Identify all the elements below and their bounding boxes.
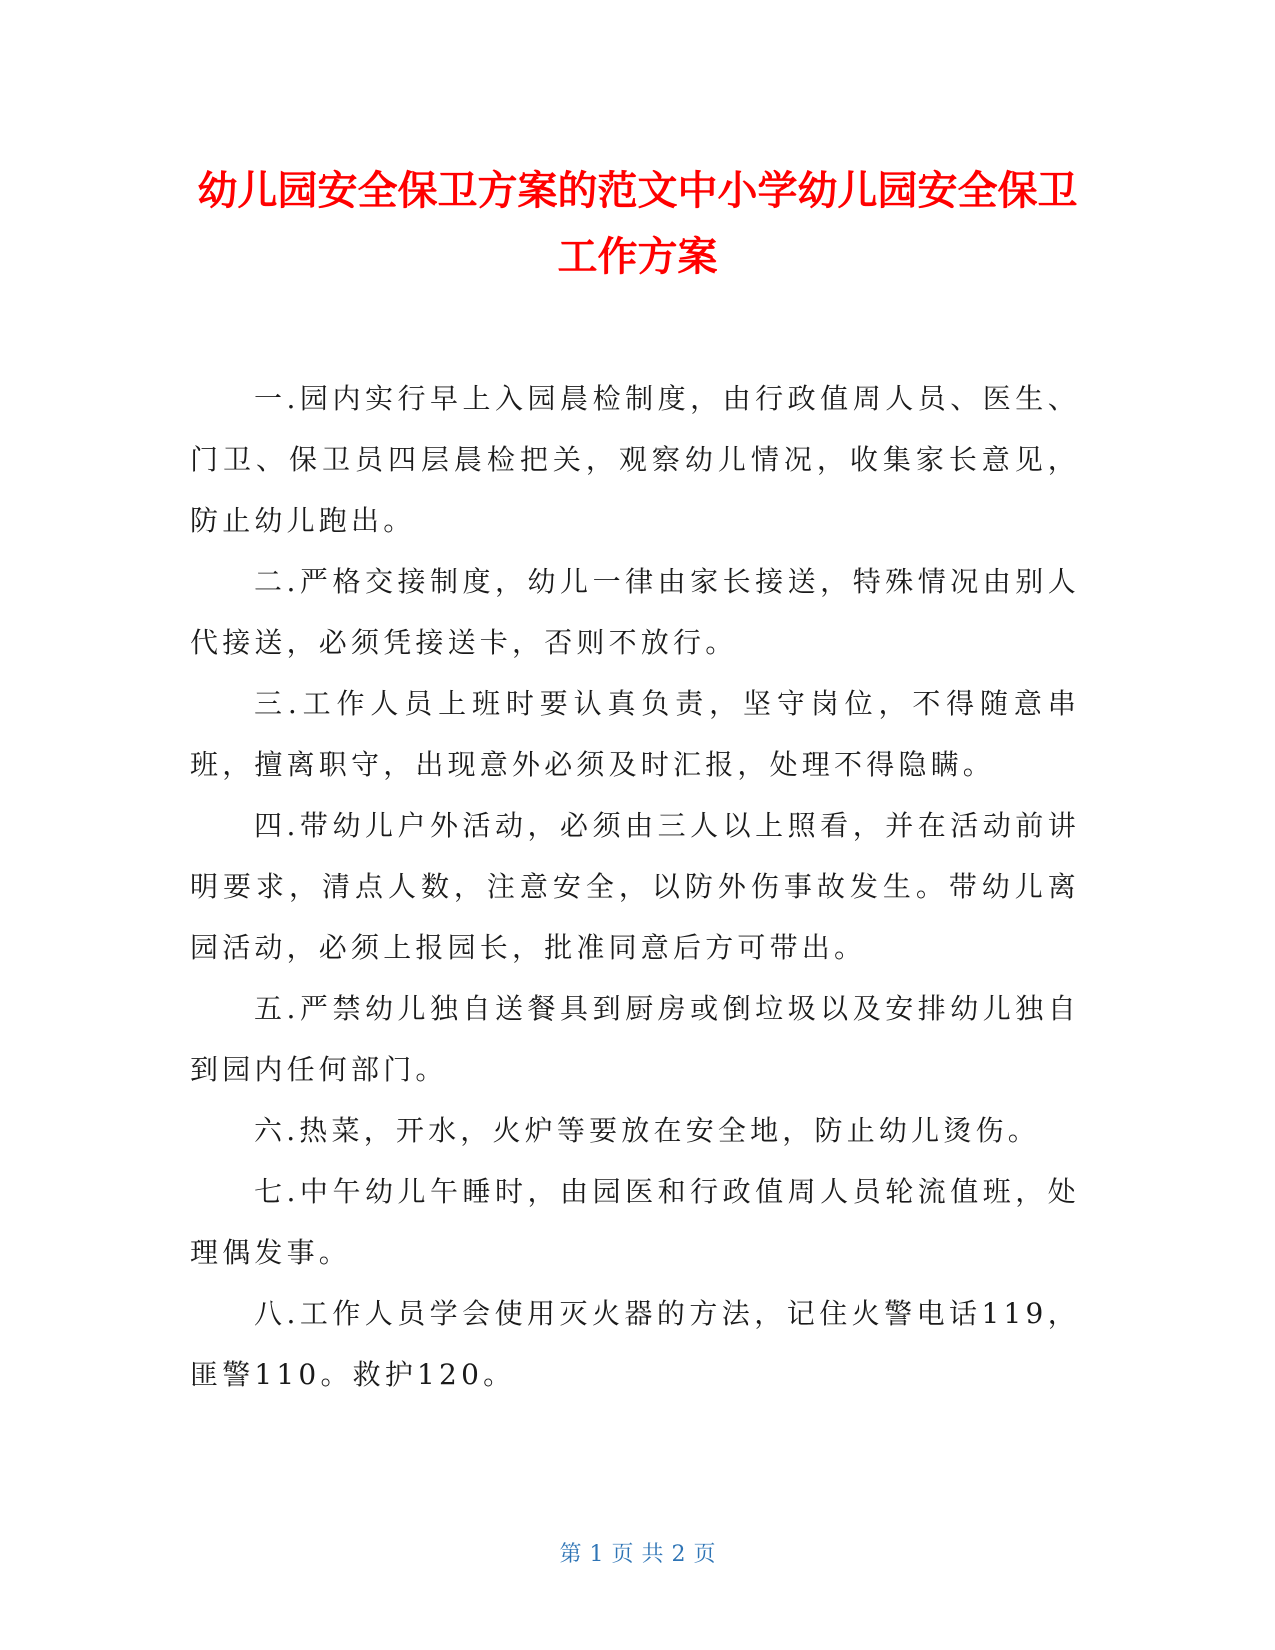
document-body [190,368,1080,1405]
footer-prefix: 第 [559,1542,582,1567]
paragraph-2: 二.严格交接制度，幼儿一律由家长接送，特殊情况由别人代接送，必须凭接送卡，否则不放行。 [190,565,1080,659]
paragraph-5: 五.严禁幼儿独自送餐具到厨房或倒垃圾以及安排幼儿独自到园内任何部门。 [190,992,1080,1086]
footer-current-page: 1 [589,1542,604,1567]
paragraph-4: 四.带幼儿户外活动，必须由三人以上照看，并在活动前讲明要求，清点人数，注意安全，以防外伤事故发生。带幼儿离园活动，必须上报园长，批准同意后方可带出。 [190,809,1080,964]
footer-total-pages: 2 [671,1542,686,1567]
footer-page-word: 页 [611,1542,634,1567]
paragraph-3: 三.工作人员上班时要认真负责，坚守岗位，不得随意串班，擅离职守，出现意外必须及时汇报，处理不得隐瞒。 [190,687,1080,781]
footer-total-prefix: 共 [641,1542,664,1567]
paragraph-6: 六.热菜，开水，火炉等要放在安全地，防止幼儿烫伤。 [254,1114,1040,1147]
paragraph-7: 七.中午幼儿午睡时，由园医和行政值周人员轮流值班，处理偶发事。 [190,1175,1080,1269]
paragraph-8: 八.工作人员学会使用灭火器的方法，记住火警电话119，匪警110。救护120。 [190,1297,1080,1391]
paragraph-1: 一.园内实行早上入园晨检制度，由行政值周人员、医生、门卫、保卫员四层晨检把关，观察幼儿情况，收集家长意见，防止幼儿跑出。 [190,382,1080,537]
document-title: 幼儿园安全保卫方案的范文中小学幼儿园安全保卫工作方案 [197,168,1078,280]
footer-total-suffix: 页 [693,1542,716,1567]
page-footer [0,1540,1275,1570]
